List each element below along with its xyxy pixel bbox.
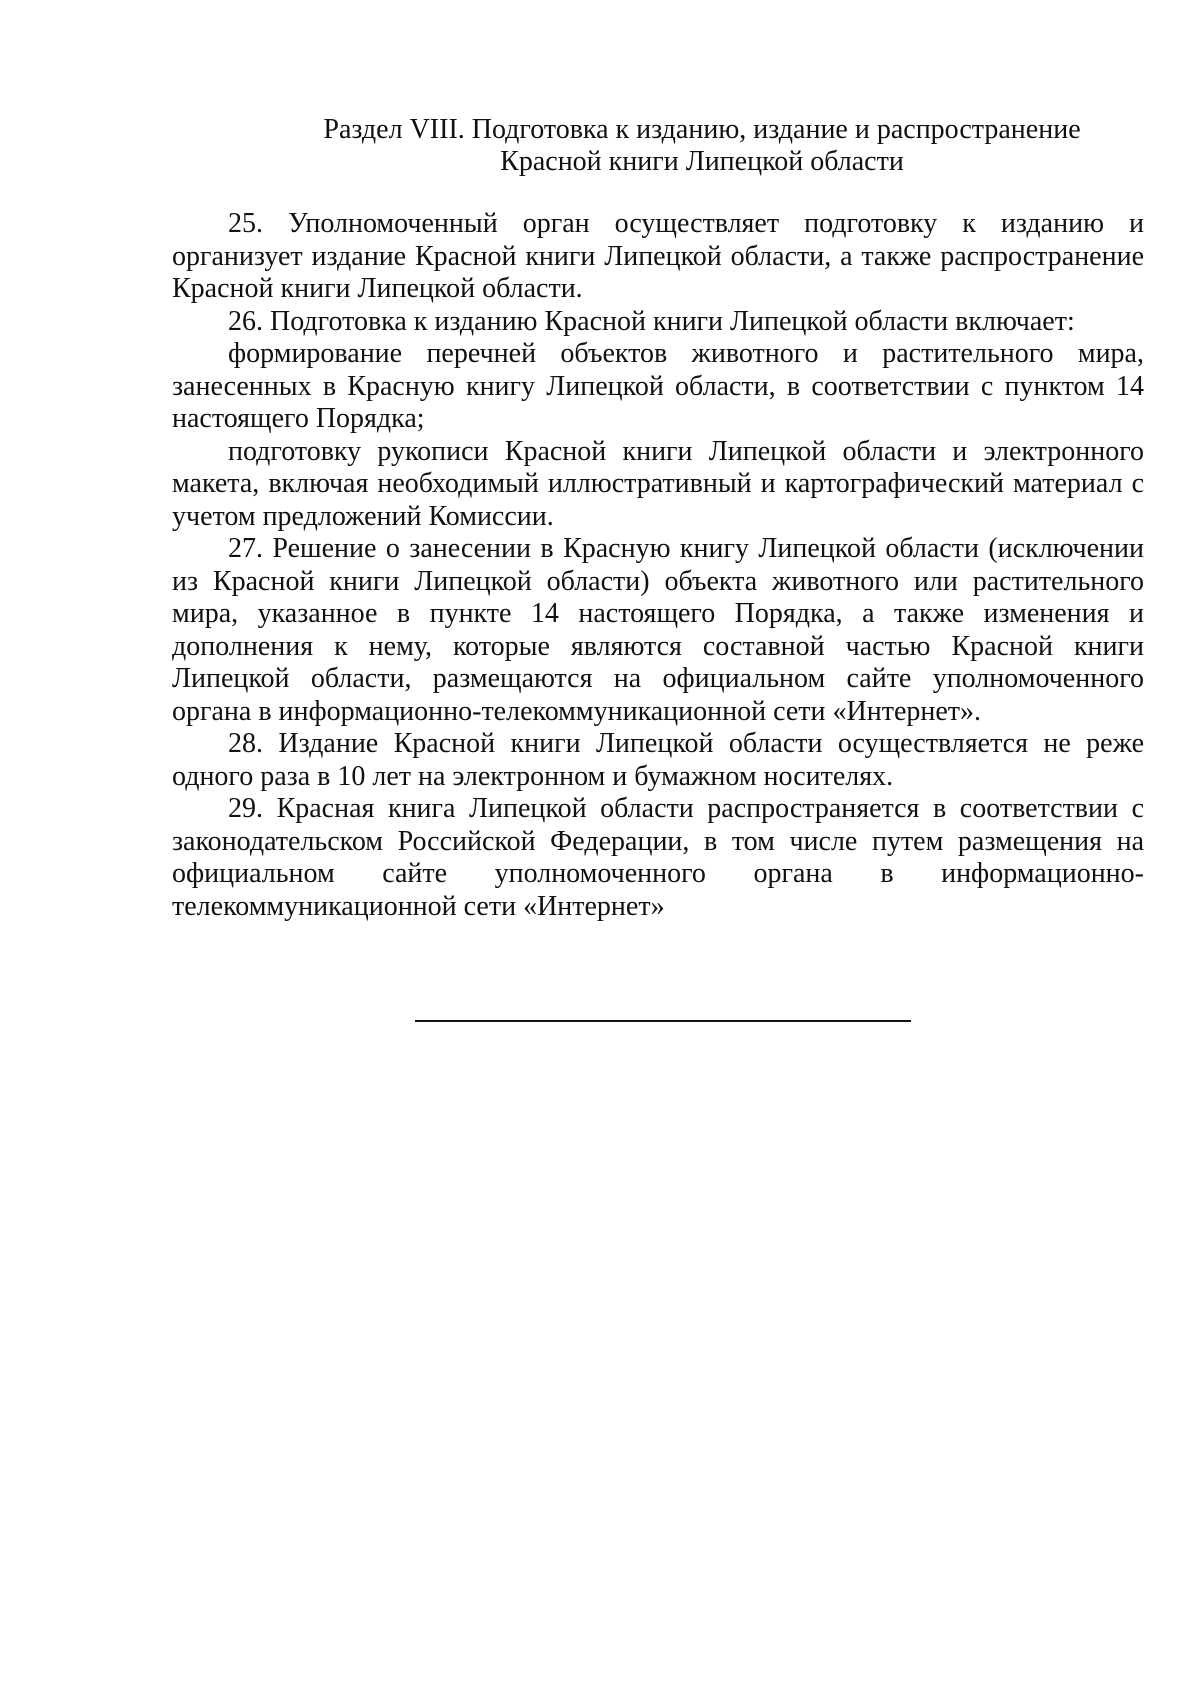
section-heading-line-1: Раздел VIII. Подготовка к изданию, издание и распространение [323, 114, 1081, 145]
closing-divider-line [415, 1020, 911, 1022]
paragraph-28: 28. Издание Красной книги Липецкой области осуществляется не реже одного раза в 10 лет на электронном и бумажном носителях. [172, 728, 1144, 792]
section-text [172, 208, 1144, 923]
document-body [172, 114, 1144, 923]
paragraph-25: 25. Уполномоченный орган осуществляет подготовку к изданию и организует издание Красной книги Липецкой области, а также распространение Красной книги Липецкой области. [172, 208, 1144, 304]
section-heading-line-2: Красной книги Липецкой области [500, 146, 904, 177]
paragraph-29: 29. Красная книга Липецкой области распространяется в соответствии с законодательском Российской Федерации, в том числе путем размещения на официальном сайте уполномоченного органа в информационно-телекоммуникационной сети «Интернет» [172, 793, 1144, 922]
paragraph-27: 27. Решение о занесении в Красную книгу Липецкой области (исключении из Красной книги Липецкой области) объекта животного или растительного мира, указанное в пункте 14 настоящего Порядка, а также изменения и дополнения к нему, которые являются составной частью Красной книги Липецкой области, размещаются на официальном сайте уполномоченного органа в информационно-телекоммуникационной сети «Интернет». [172, 533, 1144, 727]
section-heading [172, 114, 1144, 178]
paragraph-26-item-1: формирование перечней объектов животного и растительного мира, занесенных в Красную книгу Липецкой области, в соответствии с пунктом 14 настоящего Порядка; [172, 338, 1144, 434]
paragraph-26: 26. Подготовка к изданию Красной книги Липецкой области включает: [228, 305, 1075, 337]
paragraph-26-item-2: подготовку рукописи Красной книги Липецкой области и электронного макета, включая необходимый иллюстративный и картографический материал с учетом предложений Комиссии. [172, 435, 1144, 532]
